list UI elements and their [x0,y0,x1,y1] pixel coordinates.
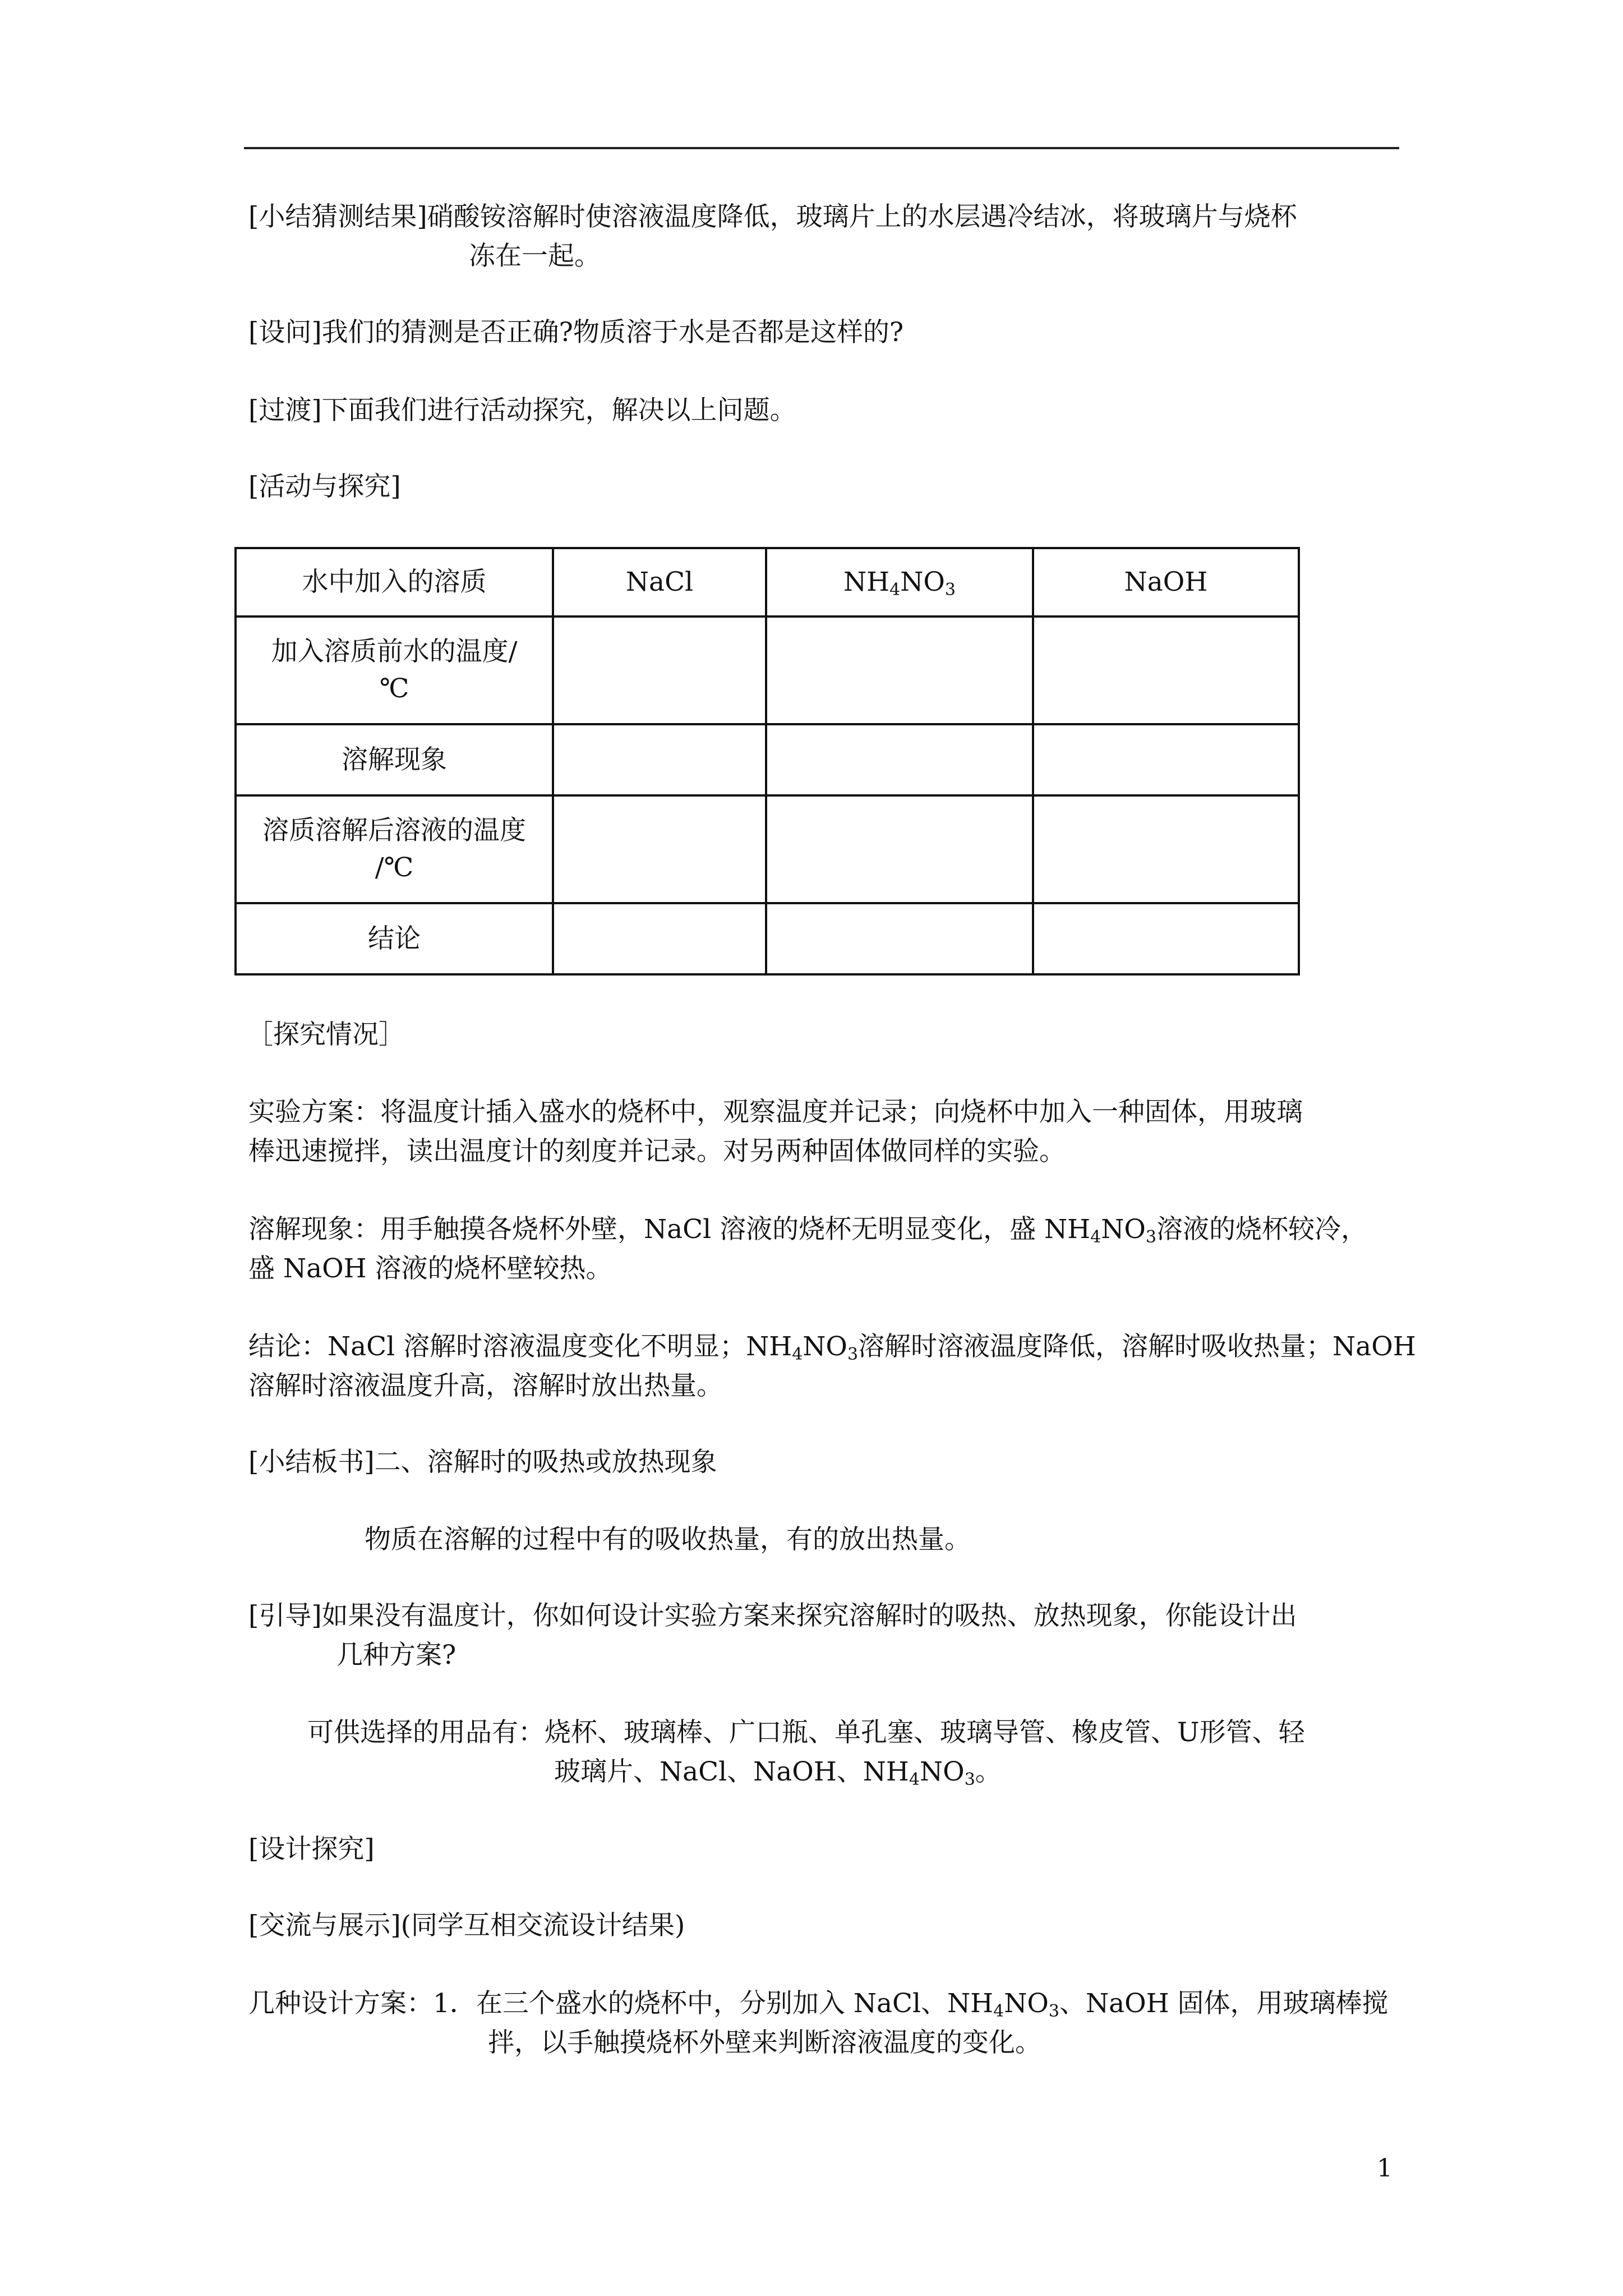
table-cell [766,903,1033,974]
table-row [236,903,1299,974]
materials-line1: 可供选择的用品有：烧杯、玻璃棒、广口瓶、单孔塞、玻璃导管、橡皮管、U形管、轻 [307,1717,1305,1748]
header-rule [244,147,1399,149]
exchange-paragraph: [交流与展示](同学互相交流设计结果) [248,1910,685,1941]
schemes-line2: 拌，以手触摸烧杯外壁来判断溶液温度的变化。 [488,2027,1041,2058]
table-header-nacl: NaCl [553,548,766,616]
table-cell [553,903,766,974]
row-label-phenomenon: 溶解现象 [236,724,553,795]
board-summary: [小结板书]二、溶解时的吸热或放热现象 [248,1447,717,1478]
table-cell [553,616,766,724]
table-cell [1033,616,1299,724]
transition-paragraph: [过渡]下面我们进行活动探究，解决以上问题。 [248,395,796,426]
question-paragraph: [设问]我们的猜测是否正确?物质溶于水是否都是这样的? [248,317,904,348]
summary-guess-line1: [小结猜测结果]硝酸铵溶解时使溶液温度降低，玻璃片上的水层遇冷结冰，将玻璃片与烧杯 [248,201,1297,232]
table-header-row [236,548,1299,616]
plan-line2: 棒迅速搅拌，读出温度计的刻度并记录。对另两种固体做同样的实验。 [248,1136,1066,1167]
table-cell [1033,724,1299,795]
activity-heading: [活动与探究] [248,471,401,502]
phenomenon-line2: 盛 NaOH 溶液的烧杯壁较热。 [248,1253,612,1284]
table-row [236,795,1299,903]
table-cell [1033,795,1299,903]
schemes-line1: 几种设计方案：1．在三个盛水的烧杯中，分别加入 NaCl、$NH_4NO_3$、NaOH 固体，用玻璃棒搅 [248,1988,1389,2021]
experiment-table [234,547,1300,976]
inquiry-heading: ［探究情况］ [247,1019,405,1050]
table-header-naoh: NaOH [1033,548,1299,616]
table-header-nh4no3: $NH_4NO_3$ [766,548,1033,616]
design-heading: [设计探究] [248,1834,375,1865]
board-content: 物质在溶解的过程中有的吸收热量，有的放出热量。 [365,1524,971,1555]
table-cell [1033,903,1299,974]
table-cell [553,795,766,903]
guide-line1: [引导]如果没有温度计，你如何设计实验方案来探究溶解时的吸热、放热现象，你能设计出 [248,1600,1297,1631]
table-header-solute: 水中加入的溶质 [236,548,553,616]
row-label-final-temp: 溶质溶解后溶液的温度 /℃ [236,795,553,903]
row-label-conclusion: 结论 [236,903,553,974]
table-row [236,724,1299,795]
guide-line2: 几种方案? [336,1640,457,1671]
table-row [236,616,1299,724]
table-cell [553,724,766,795]
conclusion-line1: 结论：NaCl 溶解时溶液温度变化不明显；$NH_4NO_3$溶解时溶液温度降低，溶解时吸收热量；NaOH [248,1331,1416,1364]
plan-line1: 实验方案：将温度计插入盛水的烧杯中，观察温度并记录；向烧杯中加入一种固体，用玻璃 [248,1097,1303,1128]
phenomenon-line1: 溶解现象：用手触摸各烧杯外壁，NaCl 溶液的烧杯无明显变化，盛 $NH_4NO_3$溶液的烧杯较冷， [248,1214,1367,1247]
table-cell [766,616,1033,724]
page-number: 1 [1377,2154,1393,2183]
row-label-initial-temp: 加入溶质前水的温度/ ℃ [236,616,553,724]
conclusion-line2: 溶解时溶液温度升高，溶解时放出热量。 [248,1370,723,1401]
materials-line2: 玻璃片、NaCl、NaOH、$NH_4NO_3$。 [554,1756,1002,1789]
table-cell [766,795,1033,903]
table-cell [766,724,1033,795]
summary-guess-line2: 冻在一起。 [469,241,601,272]
